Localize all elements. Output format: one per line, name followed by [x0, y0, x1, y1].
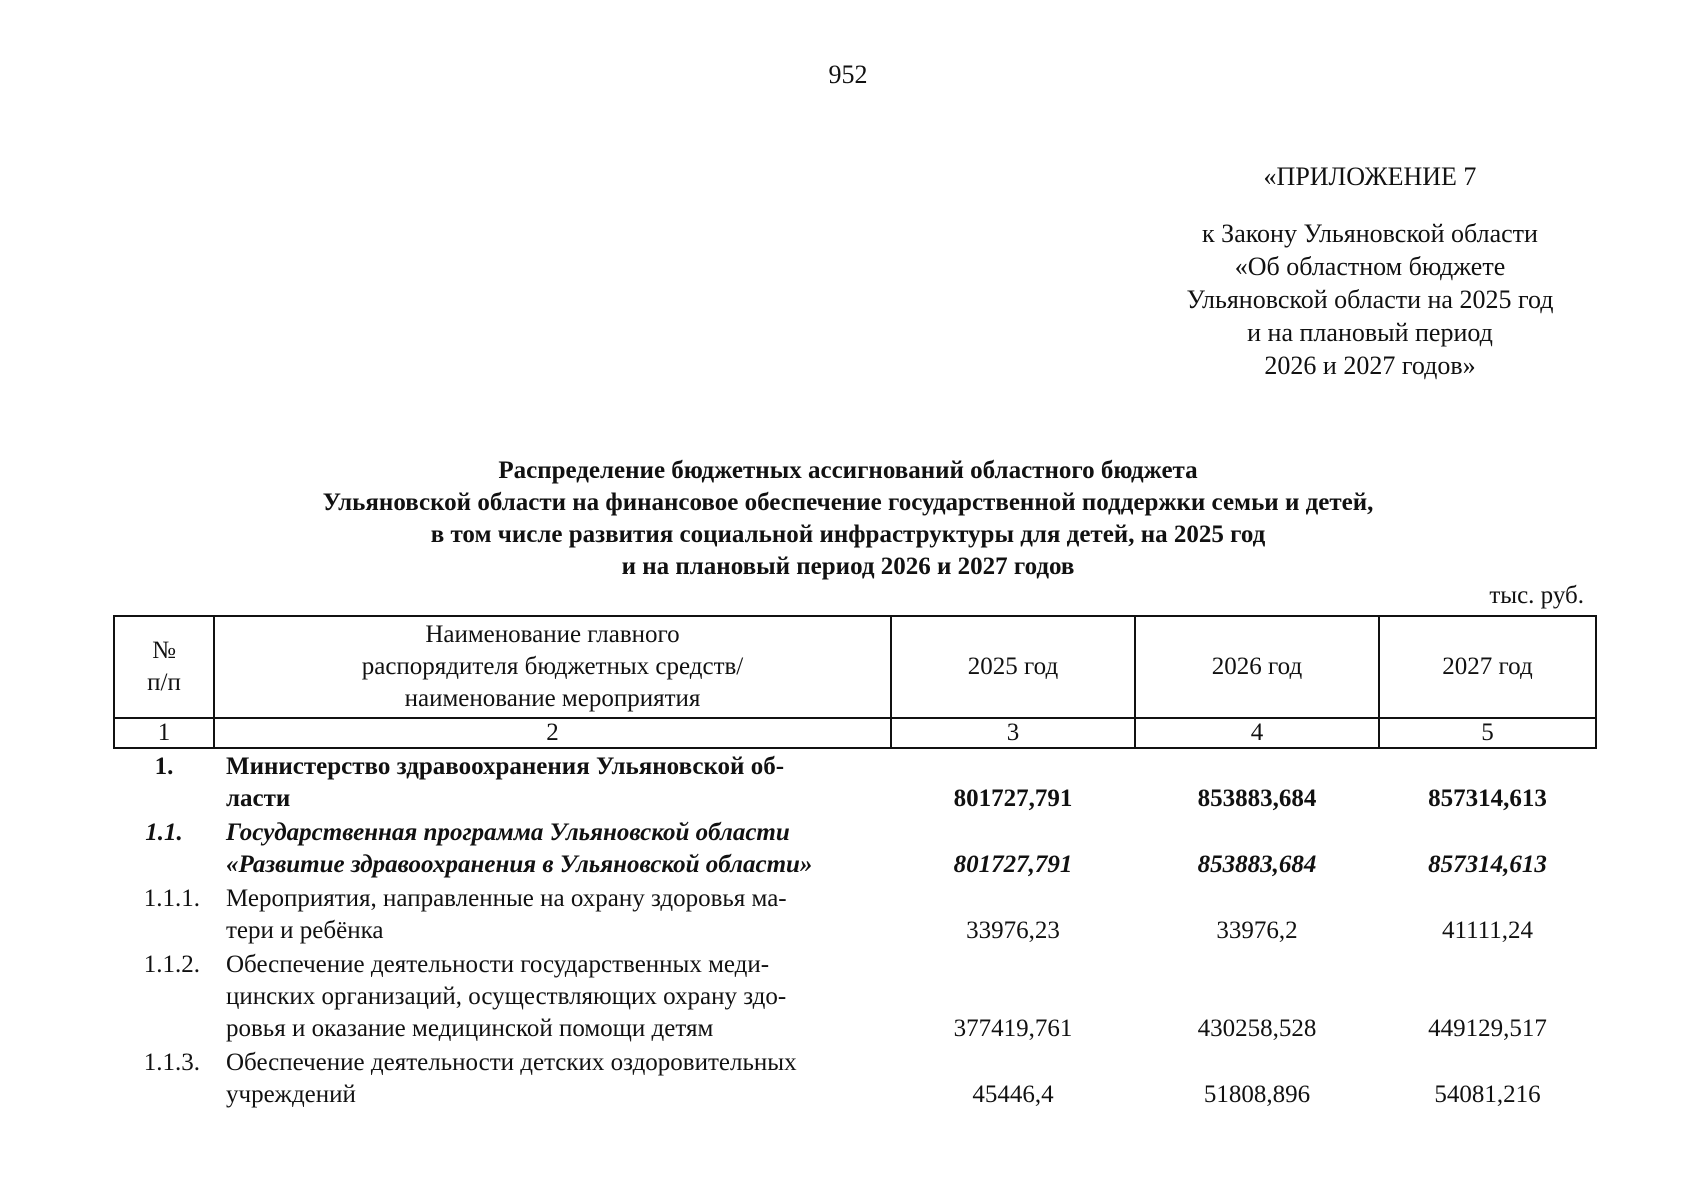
row-name: Обеспечение деятельности государственных меди- цинских организаций, осуществляющих охрану здо- ровья и оказание медицинской помощи детям [226, 951, 787, 1042]
table-header-row [114, 616, 1596, 718]
row-number: 1.1.3. [143, 1049, 200, 1076]
column-number: 2 [214, 718, 891, 748]
value-2027: 54081,216 [1434, 1081, 1541, 1108]
row-name: Обеспечение деятельности детских оздоровительных учреждений [226, 1049, 797, 1108]
column-number-row [114, 718, 1596, 748]
value-2027: 857314,613 [1428, 785, 1547, 812]
appendix-title: «ПРИЛОЖЕНИЕ 7 [1263, 162, 1477, 191]
value-2027: 41111,24 [1442, 917, 1533, 944]
value-2025: 801727,791 [953, 851, 1073, 878]
header-2025: 2025 год [891, 616, 1135, 718]
row-name: Мероприятия, направленные на охрану здоровья ма- тери и ребёнка [226, 885, 787, 944]
appendix-ref-line: к Закону Ульяновской области [1202, 219, 1538, 248]
column-number: 5 [1379, 718, 1596, 748]
column-number: 4 [1135, 718, 1379, 748]
header-name: Наименование главного распорядителя бюджетных средств/ наименование мероприятия [214, 616, 891, 718]
value-2026: 853883,684 [1197, 851, 1317, 878]
value-2026: 33976,2 [1216, 917, 1298, 944]
table-row [114, 947, 1596, 1045]
header-2026: 2026 год [1135, 616, 1379, 718]
table-row [114, 881, 1596, 947]
row-number: 1.1. [145, 819, 183, 846]
row-name: Министерство здравоохранения Ульяновской об- ласти [226, 753, 785, 812]
column-number: 3 [891, 718, 1135, 748]
document-title-line: Распределение бюджетных ассигнований областного бюджета [498, 457, 1198, 484]
appendix-ref-line: Ульяновской области на 2025 год [1186, 285, 1554, 314]
table-row [114, 1045, 1596, 1111]
row-number: 1. [154, 753, 174, 780]
row-number: 1.1.2. [143, 951, 200, 978]
appendix-ref-line: и на плановый период [1247, 318, 1493, 347]
value-2027: 857314,613 [1428, 851, 1547, 878]
appendix-ref-line: 2026 и 2027 годов» [1264, 351, 1476, 380]
value-2027: 449129,517 [1428, 1015, 1547, 1042]
value-2026: 853883,684 [1197, 785, 1317, 812]
header-2027: 2027 год [1379, 616, 1596, 718]
value-2026: 51808,896 [1203, 1081, 1311, 1108]
value-2025: 33976,23 [966, 917, 1060, 944]
row-name: Государственная программа Ульяновской области «Развитие здравоохранения в Ульяновской области» [226, 819, 813, 878]
document-title-line: и на плановый период 2026 и 2027 годов [621, 553, 1075, 580]
table-row [114, 748, 1596, 815]
value-2026: 430258,528 [1197, 1015, 1317, 1042]
document-title-line: Ульяновской области на финансовое обеспечение государственной поддержки семьи и детей, [322, 489, 1374, 516]
appendix-ref-line: «Об областном бюджете [1234, 252, 1506, 281]
value-2025: 377419,761 [953, 1015, 1073, 1042]
page-number: 952 [828, 60, 868, 89]
budget-table [113, 615, 1597, 1111]
document-title-line: в том числе развития социальной инфраструктуры для детей, на 2025 год [430, 521, 1266, 548]
value-2025: 45446,4 [972, 1081, 1054, 1108]
document-title [0, 455, 1696, 583]
column-number: 1 [114, 718, 214, 748]
row-number: 1.1.1. [143, 885, 200, 912]
value-2025: 801727,791 [953, 785, 1073, 812]
units-label: тыс. руб. [1489, 582, 1584, 609]
appendix-block [1160, 160, 1580, 382]
header-number: № п/п [114, 616, 214, 718]
appendix-reference [1160, 217, 1580, 382]
table-row [114, 815, 1596, 881]
